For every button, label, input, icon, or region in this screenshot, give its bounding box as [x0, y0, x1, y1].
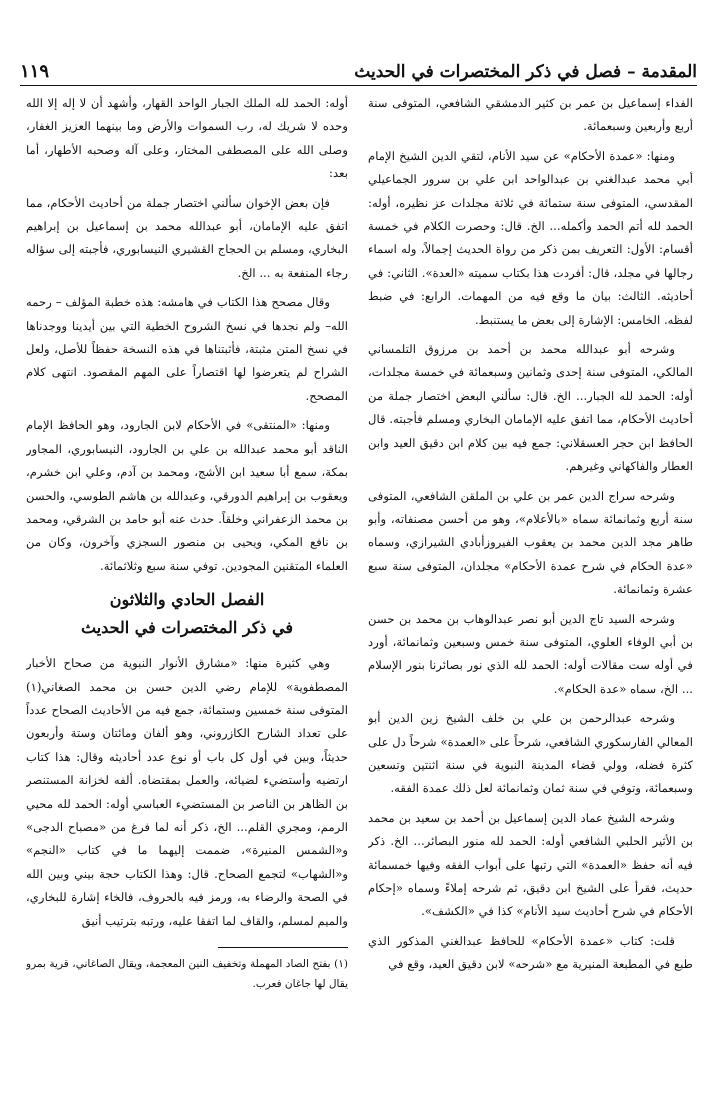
footnote: (١) بفتح الصاد المهملة وتخفيف النين المعجمة، ويقال الصاغاني، قرية بمرو يقال لها جاغان فعرب.: [26, 958, 348, 990]
paragraph: وشرحه الشيخ عماد الدين إسماعيل بن أحمد بن سعيد بن محمد بن الأثير الحلبي الشافعي أوله: الحمد لله منور البصائر... الخ. ذكر فيه أنه حفظ «العمدة» التي رتبها على أبواب الفقه وفيها خمسمائة حديث، فقرأ على الشيخ ابن دقيق، ثم شرحه إملاءً وسماه «إحكام الأحكام في شرح أحاديث سيد الأنام» كذا في «الكشف».: [368, 810, 693, 919]
left-column: [26, 92, 348, 1102]
paragraph: ومنها: «عمدة الأحكام» عن سيد الأنام، لتقي الدين الشيخ الإمام أبي محمد عبدالغني بن عبدالواحد ابن علي بن سرور الجماعيلي المقدسي، المتوفى سنة ستمائة في ثلاثة مجلدات عز نظيره، أوله: الحمد لله أتم الحمد وأكمله... الخ. قال: وحصرت الكلام في خمسة أقسام: الأول: التعريف بمن ذكر من رواة الحديث إجمالاً، وله اسماء رجالها في مجلد، قال: أفردت هذا بكتاب سميته «العدة». الثاني: في أحاديثه. الثالث: بيان ما وقع فيه من المهمات. الرابع: في ضبط لفظه. الخامس: الإشارة إلى بعض ما يستنبط.: [368, 148, 693, 327]
page-header: [20, 50, 697, 86]
right-column: [368, 92, 693, 1102]
chapter-heading: [26, 586, 348, 642]
chapter-heading-line-1: الفصل الحادي والثلاثون: [109, 590, 265, 610]
paragraph: الفداء إسماعيل بن عمر بن كثير الدمشقي الشافعي، المتوفى سنة أربع وأربعين وسبعمائة.: [368, 96, 693, 134]
footnote-divider: [218, 947, 348, 948]
paragraph: وهي كثيرة منها: «مشارق الأنوار النبوية من صحاح الأخبار المصطفوية» للإمام رضي الدين حسن بن محمد الصغاني(١) المتوفى سنة خمسين وستمائة، جمع فيه من الأحاديث الصحاح عدداً على تعداد الشارح الكازروني، وهو ألفان ومائتان وستة وأربعون حديثاً، وبين في أول كل باب أو نوع عدد أحاديثه وقال: هذا كتاب ارتضيه وأستضيء لضيائه، والعمل بمقتضاه. ألفه لخزانة المستنصر بن الظاهر بن الناصر بن المستضيء العباسي أوله: الحمد لله محيي الرمم، ومجري القلم... الخ، ذكر أنه لما فرغ من «مصباح الدجى» و«الشمس المنيرة»، ضممت إليهما ما في كتاب «النجم» و«الشهاب» لتجمع الصحاح. قال: وهذا الكتاب حجة بيني وبين الله في الصحة والرضاء به، ورمز فيه بالحروف، فالخاء إشارة للبخاري، والميم لمسلم، والقاف لما اتفقا عليه، ورتبه بترتيب أنيق: [26, 656, 348, 928]
page-number: ١١٩: [20, 61, 50, 82]
paragraph: وشرحه عبدالرحمن بن علي بن خلف الشيخ زين الدين أبو المعالي الفارسكوري الشافعي، شرحاً على «العمدة» شرحاً دل على كثرة فضله، وولي قضاء المدينة النبوية في سنة اثنتين وتسعين وسبعمائة، وتوفي في سنة ثمان وثمانمائة لعل ذلك عمدة الفقه.: [368, 711, 693, 796]
paragraph: قلت: كتاب «عمدة الأحكام» للحافظ عبدالغني المذكور الذي طبع في المطبعة المنيرية مع «شرحه» لابن دقيق العيد، وقع في: [368, 933, 693, 972]
paragraph: أوله: الحمد لله الملك الجبار الواحد القهار، وأشهد أن لا إله إلا الله وحده لا شريك له، رب السموات والأرض وما بينهما العزيز الغفار، وصلى الله على المصطفى المختار، وعلى آله وصحبه الأطهار، أما بعد:: [26, 96, 348, 181]
paragraph: وشرحه السيد تاج الدين أبو نصر عبدالوهاب بن محمد بن حسن بن أبي الوفاء العلوي، المتوفى سنة خمس وسبعين وثمانمائة، أورد في أوله ست مقالات أوله: الحمد لله الذي نور بصائرنا بنور الإسلام ... الخ، سماه «عدة الحكام».: [368, 611, 693, 696]
paragraph: فإن بعض الإخوان سألني اختصار جملة من أحاديث الأحكام، مما اتفق عليه الإمامان، أبو عبدالله محمد بن إسماعيل بن إبراهيم البخاري، ومسلم بن الحجاج القشيري النيسابوري، فأجبته إلى سؤاله رجاء المنفعة به ... الخ.: [26, 195, 348, 280]
paragraph: وشرحه أبو عبدالله محمد بن أحمد بن مرزوق التلمساني المالكي، المتوفى سنة إحدى وثمانين وسبعمائة في خمسة مجلدات، أوله: الحمد لله الجبار... الخ. قال: سألني البعض اختصار جملة من أحاديث الأحكام، مما اتفق عليه الإمامان البخاري ومسلم فأجبته. قال الحافظ ابن حجر العسقلاني: جمع فيه بين كلام ابن دقيق العيد وابن العطار والفاكهاني وغيرهم.: [368, 342, 693, 474]
running-title: المقدمة – فصل في ذكر المختصرات في الحديث: [354, 62, 697, 82]
paragraph: ومنها: «المنتقى» في الأحكام لابن الجارود، وهو الحافظ الإمام الناقد أبو محمد عبدالله بن علي بن الجارود، النيسابوري، المجاور بمكة، سمع أبا سعيد ابن الأشج، ومحمد بن آدم، وعلي ابن خشرم، ويعقوب بن إبراهيم الدورقي، وعبدالله بن هاشم الطوسي، والحسن بن محمد الزعفراني وخلقاً. حدث عنه أبو حامد بن الشرقي، ومحمد بن نافع المكي، ويحيى بن منصور السجزي وآخرون، وكان من العلماء المتقنين المجودين. توفي سنة سبع وثلاثمائة.: [26, 418, 348, 573]
paragraph: وقال مصحح هذا الكتاب في هامشه: هذه خطبة المؤلف – رحمه الله– ولم نجدها في نسخ الشروح الخطية التي بين أيدينا ووجدناها في نسخ المتن مثبتة، فأثبتناها في هذه النسخة حفظاً للأصل، ولعل الشراح لم يتعرضوا لها اقتصاراً على المهم المقصود. انتهى كلام المصحح.: [26, 295, 348, 403]
chapter-heading-line-2: في ذكر المختصرات في الحديث: [81, 618, 293, 638]
paragraph: وشرحه سراج الدين عمر بن علي بن الملقن الشافعي، المتوفى سنة أربع وثمانمائة سماه «بالأعلام»، وهو من أحسن مصنفاته، وأبو طاهر مجد الدين محمد بن يعقوب الفيروزأبادي الشيرازي، وسماه «عدة الحكام في شرح عمدة الأحكام» مجلدان، المتوفى سنة سبع عشرة وثمانمائة.: [368, 488, 693, 597]
